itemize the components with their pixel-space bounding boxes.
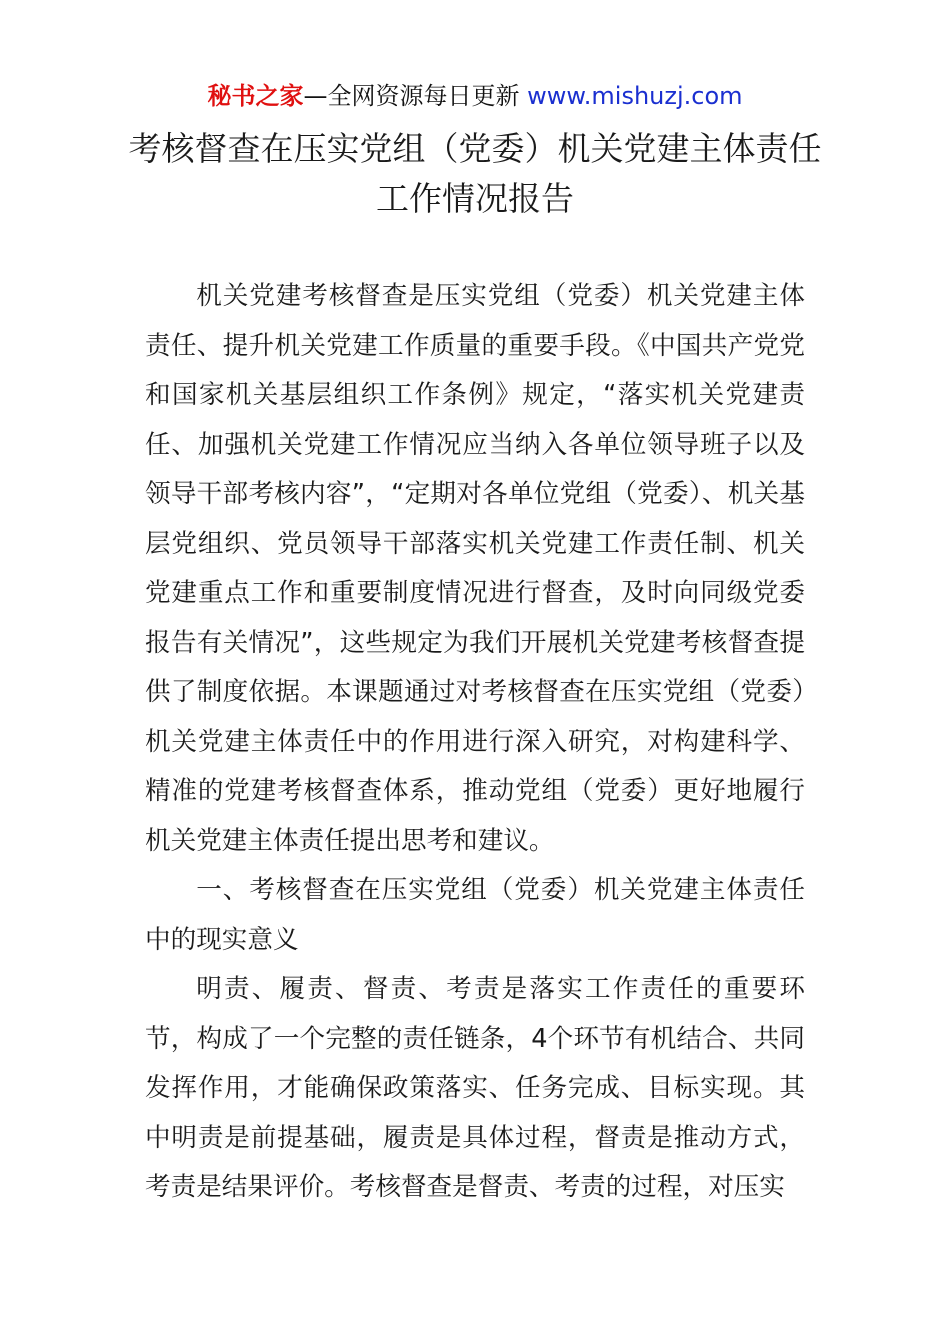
site-header (0, 80, 950, 112)
paragraph-section-1: 明责、履责、督责、考责是落实工作责任的重要环节，构成了一个完整的责任链条，4个环节有机结合、共同发挥作用，才能确保政策落实、任务完成、目标实现。其中明责是前提基础，履责是具体过程，督责是推动方式，考责是结果评价。考核督查是督责、考责的过程，对压实 (145, 974, 805, 1202)
section-heading-1: 一、考核督查在压实党组（党委）机关党建主体责任中的现实意义 (145, 875, 805, 955)
paragraph-intro: 机关党建考核督查是压实党组（党委）机关党建主体责任、提升机关党建工作质量的重要手段。《中国共产党党和国家机关基层组织工作条例》规定，“落实机关党建责任、加强机关党建工作情况应当纳入各单位领导班子以及领导干部考核内容”，“定期对各单位党组（党委）、机关基层党组织、党员领导干部落实机关党建工作责任制、机关党建重点工作和重要制度情况进行督查，及时向同级党委报告有关情况”，这些规定为我们开展机关党建考核督查提供了制度依据。本课题通过对考核督查在压实党组（党委）机关党建主体责任中的作用进行深入研究，对构建科学、精准的党建考核督查体系，推动党组（党委）更好地履行机关党建主体责任提出思考和建议。 (145, 281, 805, 856)
site-name: 秘书之家 (207, 82, 304, 110)
document-body (145, 272, 805, 1213)
site-tagline: —全网资源每日更新 (303, 82, 520, 110)
document-title: 考核督查在压实党组（党委）机关党建主体责任工作情况报告 (128, 129, 822, 218)
site-url-link[interactable]: www.mishuzj.com (527, 82, 743, 110)
